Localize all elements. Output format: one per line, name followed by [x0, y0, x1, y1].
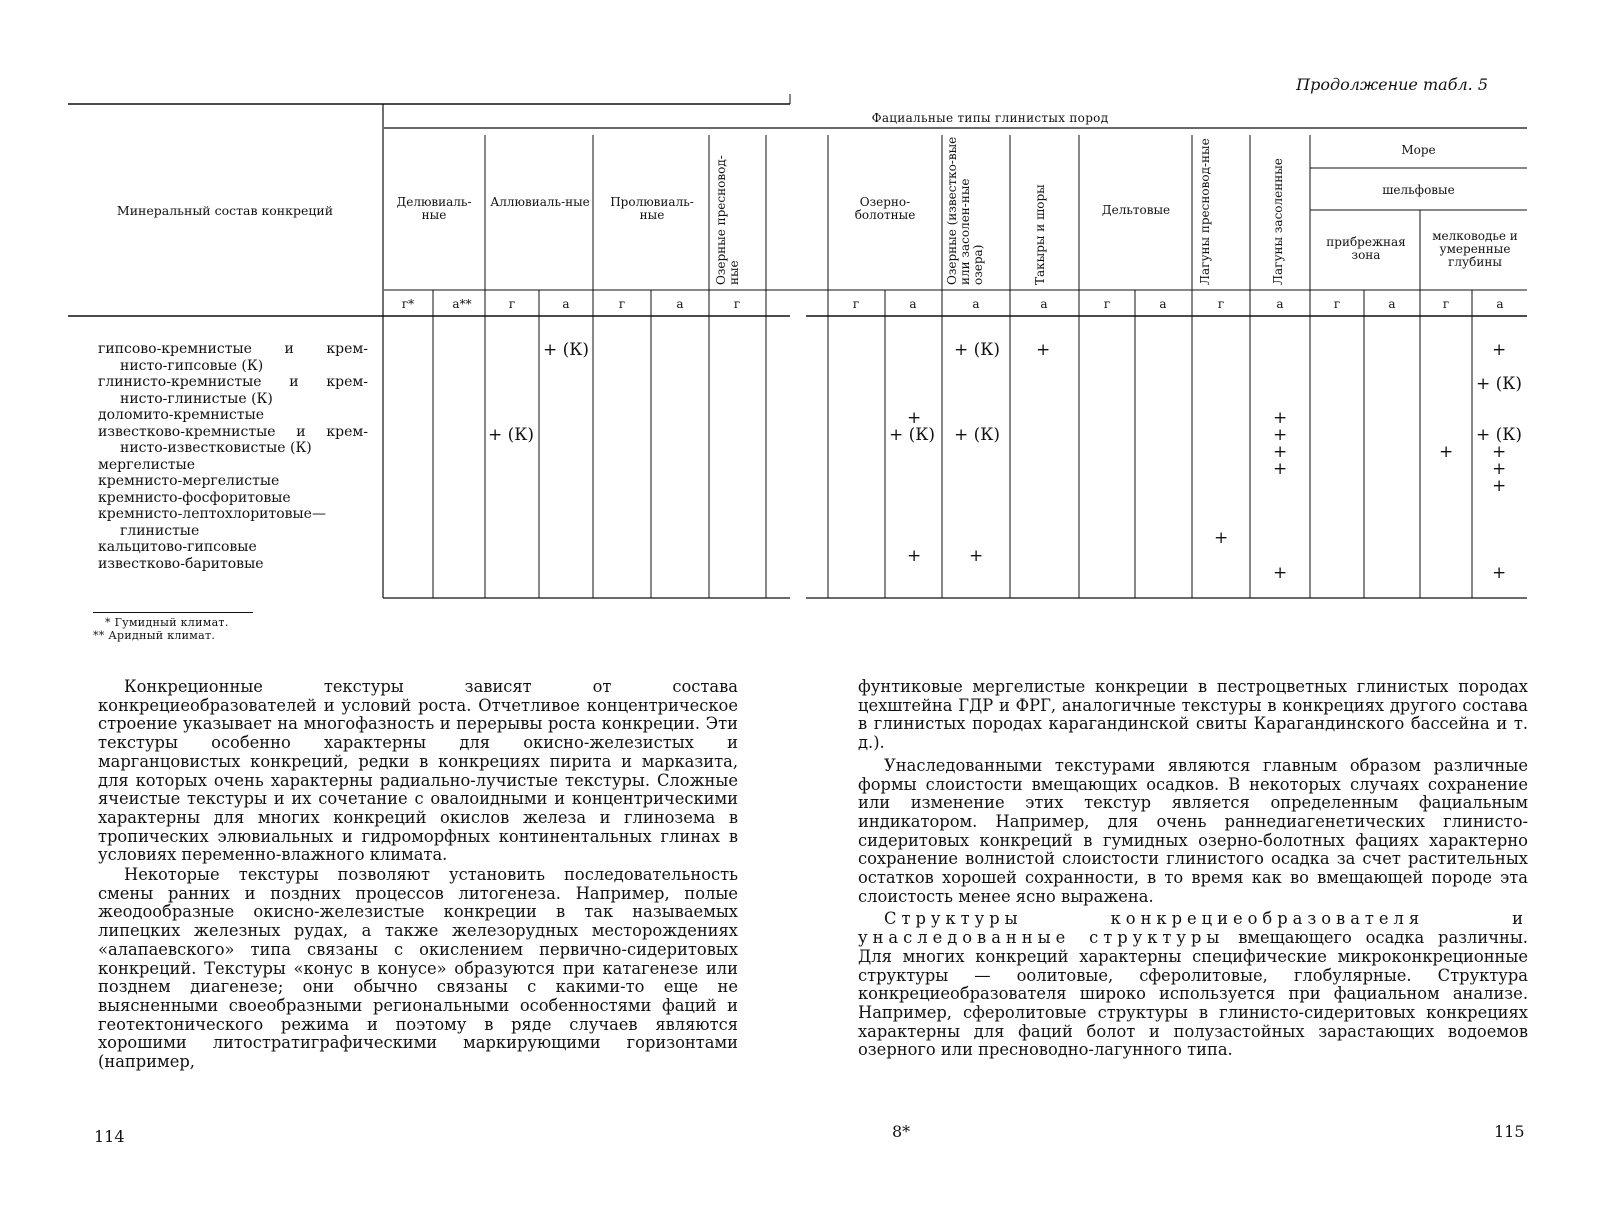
table-mark: + (К): [543, 340, 590, 360]
list-item: нисто-глинистые (К): [120, 390, 273, 407]
group-coastal: прибрежная зона: [1326, 235, 1406, 262]
subheader-cell: г*: [401, 297, 415, 311]
table-mark: +: [1036, 340, 1051, 360]
group-lagoon-salted: Лагуны засоленные: [1271, 158, 1285, 285]
subheader-cell: а: [1159, 297, 1167, 311]
group-proluvial: Пролювиаль-ные: [610, 195, 694, 222]
table-mark: +: [1273, 408, 1288, 428]
signature-mark: 8*: [892, 1122, 911, 1141]
subheader-cell: г: [508, 297, 516, 311]
table-continuation-caption: Продолжение табл. 5: [1296, 75, 1488, 94]
table-mark: +: [1492, 459, 1507, 479]
table-mark: +: [1492, 340, 1507, 360]
table-mark: + (К): [1476, 374, 1523, 394]
mineral-list: [98, 341, 368, 572]
table-mark: +: [1492, 476, 1507, 496]
group-deluvial: Делювиаль-ные: [396, 195, 472, 222]
page-number-left: 114: [94, 1127, 125, 1146]
subheader-cell: г: [618, 297, 626, 311]
subheader-cell: г: [1217, 297, 1225, 311]
subheader-cell: г: [1103, 297, 1111, 311]
right-text-column: [858, 678, 1528, 1060]
paragraph-rest: вмещающего осадка различны. Для многих конкреций характерны специфические микроконкреционные структуры — оолитовые, сферолитовые, глобулярные. Структура конкрециеобразователя широко используется при фациальном анализе. Например, сферолитовые структуры в глинисто-сидеритовых конкрециях характерны для фаций болот и полузастойных зарастающих водоемов озерного или пресноводно-лагунного типа.: [858, 928, 1528, 1060]
footnote: * Гумидный климат.: [105, 616, 229, 629]
group-lake-fresh: Озерные пресновод-ные: [714, 155, 741, 285]
subheader-cell: а: [909, 297, 917, 311]
paragraph: Некоторые текстуры позволяют установить последовательность смены ранних и поздних процессов литогенеза. Например, полые жеодообразные окисно-железистые конкреции в так называемых липецких железных рудах, а также железорудных месторождениях «алапаевского» типа связаны с окислением первично-сидеритовых конкреций. Текстуры «конус в конусе» образуются при катагенезе или позднем диагенезе; они обычно связаны с какими-то еще не выясненными своеобразными региональными особенностями фаций и геотектонического режима и поэтому в ряде случаев являются хорошими литостратиграфическими маркирующими горизонтами (например,: [98, 865, 738, 1072]
subheader-cell: г: [852, 297, 860, 311]
list-item: кальцитово-гипсовые: [98, 539, 257, 555]
list-item: нисто-гипсовые (К): [120, 357, 264, 374]
group-shelf: шельфовые: [1382, 183, 1455, 197]
group-sea: Море: [1401, 143, 1436, 157]
subheader-cell: а**: [452, 297, 472, 311]
table-mark: + (К): [889, 425, 936, 445]
list-item: известково-баритовые: [98, 555, 264, 572]
list-item: глинисто-кремнистые и крем-: [98, 374, 368, 390]
subheader-cell: а: [1276, 297, 1284, 311]
table-mark: +: [1273, 442, 1288, 462]
subheader-cell: а: [676, 297, 684, 311]
paragraph: Унаследованными текстурами являются главным образом различные формы слоистости вмещающих осадков. В некоторых случаях сохранение или изменение этих текстур является определенным фациальным индикатором. Например, для очень раннедиагенетических глинисто-сидеритовых конкреций в гумидных озерно-болотных фациях характерно сохранение волнистой слоистости глинистого осадка за счет растительных остатков хорошей сохранности, в то время как во вмещающей породе эта слоистость менее ясно выражена.: [858, 755, 1528, 906]
list-item: нисто-известковистые (К): [120, 440, 312, 456]
page-number-right: 115: [1494, 1122, 1525, 1141]
table-mark: +: [1439, 442, 1454, 462]
table-mark: +: [907, 546, 922, 566]
group-delta: Дельтовые: [1101, 203, 1171, 217]
subheader-cell: а: [1040, 297, 1048, 311]
group-lake-bog: Озерно-болотные: [854, 195, 916, 222]
table-mark: +: [1492, 442, 1507, 462]
table-mark: +: [1273, 425, 1288, 445]
table-mark: + (К): [954, 425, 1001, 445]
paragraph: [858, 910, 1528, 1060]
list-item: кремнисто-лептохлоритовые—: [98, 506, 326, 522]
list-item: мергелистые: [98, 456, 195, 473]
left-text-column: [98, 678, 738, 1072]
paragraph: фунтиковые мергелистые конкреции в пестроцветных глинистых породах цехштейна ГДР и ФРГ, аналогичные текстуры в конкрециях другого состава в глинистых породах карагандинской свиты Карагандинского бассейна и т. д.).: [858, 677, 1528, 753]
list-item: кремнисто-мергелистые: [98, 473, 280, 489]
table-mark: + (К): [954, 340, 1001, 360]
list-item: глинистые: [120, 522, 200, 539]
footnote-rule: [93, 612, 253, 613]
subheader-cell: г: [1442, 297, 1450, 311]
footnote: ** Аридный климат.: [93, 629, 216, 642]
table-mark: +: [1273, 563, 1288, 583]
subheader-cell: а: [562, 297, 570, 311]
table-mark: +: [907, 408, 922, 428]
group-lake-salted: Озерные (известко-вые или засолен-ные озера): [945, 136, 985, 285]
table-mark: +: [969, 546, 984, 566]
mineral-column-header: Минеральный состав конкреций: [116, 203, 334, 218]
list-item: кремнисто-фосфоритовые: [98, 489, 291, 506]
list-item: доломито-кремнистые: [98, 407, 265, 423]
table-mark: +: [1214, 528, 1229, 548]
subheader-cell: а: [1388, 297, 1396, 311]
group-takyr: Такыры и шоры: [1033, 184, 1047, 285]
paragraph: Конкреционные текстуры зависят от состава конкрециеобразователей и условий роста. Отчетливое концентрическое строение указывает на многофазность и перерывы роста конкреции. Эти текстуры особенно характерны для окисно-железистых и марганцовистых конкреций, редки в конкрециях пирита и марказита, для которых очень характерны радиально-лучистые текстуры. Сложные ячеистые текстуры и их сочетание с овалоидными и концентрическими характерны для многих конкреций окислов железа и глинозема в тропических элювиальных и гидроморфных континентальных глинах в условиях переменно-влажного климата.: [98, 677, 738, 865]
table-mark: +: [1492, 563, 1507, 583]
table-mark: +: [1273, 459, 1288, 479]
facial-types-title: Фациальные типы глинистых пород: [871, 111, 1109, 125]
list-item: известково-кремнистые и крем-: [98, 423, 368, 440]
subheader-cell: г: [733, 297, 741, 311]
group-lagoon-fresh: Лагуны пресновод-ные: [1198, 138, 1212, 285]
subheader-cell: а: [1496, 297, 1504, 311]
table-mark: + (К): [488, 425, 535, 445]
subheader-cell: а: [972, 297, 980, 311]
group-shallow: мелководье и умеренные глубины: [1432, 229, 1518, 269]
subheader-cell: г: [1333, 297, 1341, 311]
spaced-emphasis: Структуры конкрециеобразователя и унаследованные структуры: [858, 909, 1528, 948]
table-mark: + (К): [1476, 425, 1523, 445]
group-alluvial: Аллювиаль-ные: [490, 195, 590, 209]
list-item: гипсово-кремнистые и крем-: [98, 341, 368, 357]
